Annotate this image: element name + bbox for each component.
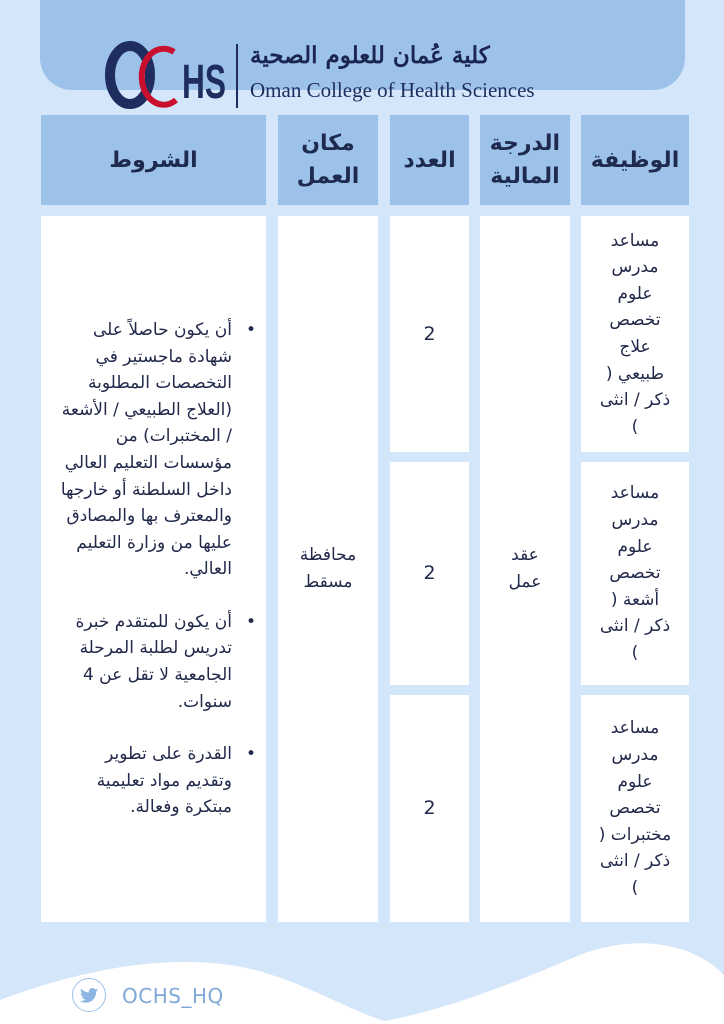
header-salary-grade	[480, 115, 570, 205]
table-row-count: 2	[390, 216, 469, 452]
job-title: مساعد مدرس علوم تخصص مختبرات ( ذكر / انثى )	[598, 718, 672, 898]
job-title: مساعد مدرس علوم تخصص أشعة ( ذكر / انثى )	[599, 483, 671, 663]
location-value: محافظة مسقط	[299, 545, 357, 592]
conditions-cell	[41, 216, 266, 922]
salary-grade-cell	[480, 216, 570, 922]
ochs-logo-mark-icon	[104, 38, 229, 112]
college-logo	[104, 38, 544, 112]
table-row-job	[581, 462, 689, 685]
header-count: العدد	[390, 115, 469, 205]
table-row-job	[581, 695, 689, 922]
logo-separator	[236, 44, 238, 108]
condition-item: • أن يكون للمتقدم خبرة تدريس لطلبة المرحلة الجامعية لا تقل عن 4 سنوات.	[55, 609, 232, 715]
condition-item: • أن يكون حاصلاً على شهادة ماجستير في التخصصات المطلوبة (العلاج الطبيعي / الأشعة / المختبرات) من مؤسسات التعليم العالي داخل السلطنة أو خارجها والمعترف بها والمصادق عليها من وزارة التعليم العالي.	[55, 317, 232, 583]
header-location-label: مكان العمل	[296, 131, 360, 189]
twitter-handle[interactable]: OCHS_HQ	[122, 984, 224, 1008]
table-row-count: 2	[390, 695, 469, 922]
job-title: مساعد مدرس علوم تخصص علاج طبيعي ( ذكر / انثى )	[599, 230, 671, 437]
header-location	[278, 115, 378, 205]
location-cell	[278, 216, 378, 922]
condition-item: • القدرة على تطوير وتقديم مواد تعليمية مبتكرة وفعالة.	[55, 741, 232, 821]
twitter-icon	[80, 988, 98, 1003]
header-conditions: الشروط	[41, 115, 266, 205]
college-name-english: Oman College of Health Sciences	[250, 78, 535, 102]
svg-text:HS: HS	[182, 56, 226, 109]
college-name-arabic: كلية عُمان للعلوم الصحية	[250, 42, 490, 69]
twitter-link[interactable]	[72, 978, 106, 1012]
header-job: الوظيفة	[581, 115, 689, 205]
conditions-list	[41, 317, 266, 821]
salary-grade-value: عقد عمل	[508, 545, 542, 592]
header-salary-grade-label: الدرجة المالية	[489, 131, 560, 189]
table-row-job	[581, 216, 689, 452]
table-row-count: 2	[390, 462, 469, 685]
footer-wave	[0, 900, 724, 1024]
